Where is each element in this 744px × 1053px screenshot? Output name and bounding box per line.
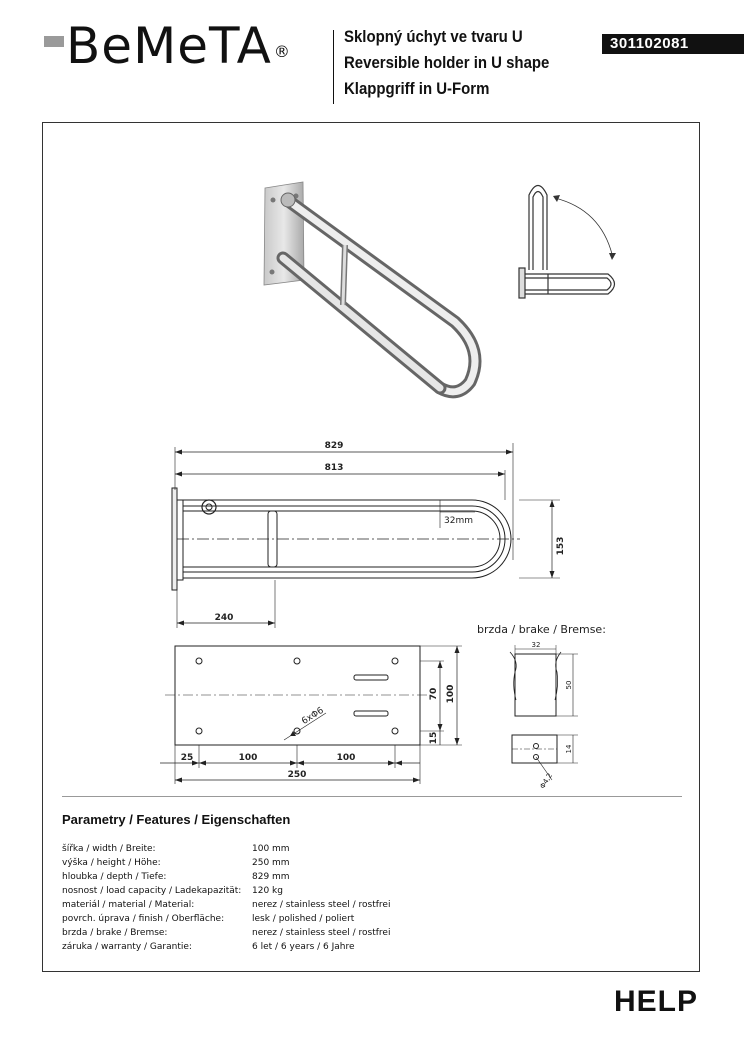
feature-row: výška / height / Höhe: 250 mm <box>62 858 290 868</box>
series-name: HELP <box>614 985 699 1018</box>
dim-100-first: 100 <box>238 753 258 763</box>
product-code: 301102081 <box>602 34 744 54</box>
features-title: Parametry / Features / Eigenschaften <box>62 812 291 827</box>
dim-240: 240 <box>214 613 234 623</box>
dim-14: 14 <box>565 744 573 754</box>
product-photo <box>264 182 475 392</box>
dim-25: 25 <box>180 753 194 763</box>
brand-logo: BeMeTA ® <box>66 17 291 75</box>
top-view-arrows <box>175 450 555 626</box>
title-german: Klappgriff in U-Form <box>344 79 490 98</box>
feature-row: záruka / warranty / Garantie: 6 let / 6 years / 6 Jahre <box>62 942 355 952</box>
feature-row: povrch. úprava / finish / Oberfläche: lesk / polished / poliert <box>62 914 355 924</box>
features-list <box>62 842 390 954</box>
dim-32mm: 32mm <box>444 516 473 526</box>
dim-phi-4-2: Φ4,2 <box>538 771 555 791</box>
brake-detail-drawing <box>510 645 578 780</box>
feature-row: materiál / material / Material: nerez / stainless steel / rostfrei <box>62 900 391 910</box>
dim-70: 70 <box>429 687 439 701</box>
feature-row: hloubka / depth / Tiefe: 829 mm <box>62 872 290 882</box>
dim-32: 32 <box>531 641 541 649</box>
dim-153: 153 <box>556 536 566 556</box>
side-view-sketch <box>519 186 616 299</box>
dim-50: 50 <box>565 680 573 690</box>
top-view-drawing <box>172 443 560 628</box>
title-english: Reversible holder in U shape <box>344 53 550 72</box>
dim-829: 829 <box>324 441 344 451</box>
dim-100-second: 100 <box>336 753 356 763</box>
dim-813: 813 <box>324 463 344 473</box>
brake-title: brzda / brake / Bremse: <box>477 623 606 636</box>
dim-15: 15 <box>429 731 439 745</box>
title-czech: Sklopný úchyt ve tvaru U <box>344 27 523 46</box>
feature-row: šířka / width / Breite: 100 mm <box>62 844 290 854</box>
feature-row: brzda / brake / Bremse: nerez / stainless steel / rostfrei <box>62 928 391 938</box>
features-separator <box>62 796 682 797</box>
dim-250: 250 <box>287 770 307 780</box>
holes-label: 6xΦ6 <box>300 705 326 727</box>
dim-100-height: 100 <box>446 684 456 704</box>
feature-row: nosnost / load capacity / Ladekapazität: 120 kg <box>62 886 283 896</box>
